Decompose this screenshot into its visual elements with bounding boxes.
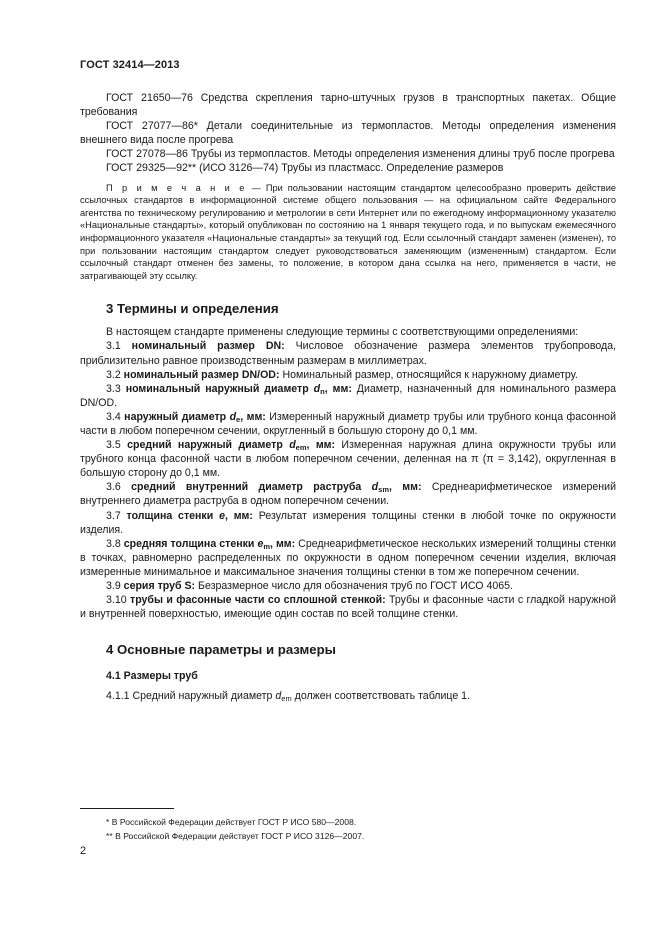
reference-item: ГОСТ 21650—76 Средства скрепления тарно-штучных грузов в транспортных пакетах. Общие требования [80,92,616,119]
reference-item: ГОСТ 27078—86 Трубы из термопластов. Методы определения изменения длины труб после прогрева [106,148,615,161]
note-paragraph [80,182,616,283]
term-definition: 3.6 средний внутренний диаметр раструба $d_{sm}$, мм: Среднеарифметическое измерений внутреннего диаметра раструба в одном поперечном сечении. [80,481,616,508]
term-name: серия труб S: [123,580,196,592]
section-4-heading: 4 Основные параметры и размеры [106,642,336,658]
term-definition: 3.5 средний наружный диаметр $d_{em}$, мм: Измеренная наружная длина окружности трубы или трубного конца фасонной части в любом поперечном сечении, деленная на π (π = 3,142), округленная в большую сторону до 0,1 мм. [80,439,616,480]
term-definition: 3.10 трубы и фасонные части со сплошной стенкой: Трубы и фасонные части с гладкой наружной и внутренней поверхностью, имеющие один состав по всей толщине стенки. [80,594,616,621]
term-text: Номинальный размер, относящийся к наружному диаметру. [279,368,578,381]
term-name: номинальный размер DN: [131,340,285,353]
term-text: Среднеарифметическое нескольких измерений толщины стенки в точках, равномерно распределенных по окружности в одном поперечном сечении изделия, включая измеренные минимальное и максимальное значения толщины стенки в том же поперечном сечении. [80,537,617,578]
term-name: средняя толщина стенки $e_m$, мм: [123,537,296,551]
term-text: Безразмерное число для обозначения труб по ГОСТ ИСО 4065. [195,580,513,592]
term-name: наружный диаметр $d_e$, мм: [124,410,266,424]
term-text: Измеренный наружный диаметр трубы или трубного конца фасонной части в любом поперечном сечении, округленный в большую сторону до 0,1 мм. [80,410,616,437]
section-3-intro: В настоящем стандарте применены следующие термины с соответствующими определениями: [106,326,579,339]
footnote: ** В Российской Федерации действует ГОСТ Р ИСО 3126—2007. [106,831,365,841]
term-text: Числовое обозначение размера элементов трубопровода, приблизительно равное производственным размерам в миллиметрах. [80,340,616,367]
term-definition: 3.8 средняя толщина стенки $e_m$, мм: Среднеарифметическое нескольких измерений толщины стенки в точках, равномерно распределенных по окружности в одном поперечном сечении изделия, включая измеренные минимальное и максимальное значения толщины стенки в том же поперечном сечении. [80,537,617,578]
term-definition: 3.2 номинальный размер DN/OD: Номинальный размер, относящийся к наружному диаметру. [106,368,578,381]
subsection-4-1-heading: 4.1 Размеры труб [106,670,198,683]
note-label: П р и м е ч а н и е [106,182,247,193]
document-header-code: ГОСТ 32414—2013 [80,59,180,71]
term-text: Среднеарифметическое измерений внутреннего диаметра раструба в одном поперечном сечении. [80,481,616,508]
term-definition: 3.1 номинальный размер DN: Числовое обозначение размера элементов трубопровода, приблизительно равное производственным размерам в миллиметрах. [80,340,616,367]
term-name: номинальный размер DN/OD: [123,368,280,381]
footnote: * В Российской Федерации действует ГОСТ Р ИСО 580—2008. [106,817,357,827]
reference-item: ГОСТ 29325—92** (ИСО 3126—74) Трубы из пластмасс. Определение размеров [106,162,504,175]
clause-4-1-1: 4.1.1 Средний наружный диаметр $d_{em}$ должен соответствовать таблице 1. [106,690,471,704]
term-definition: 3.7 толщина стенки e, мм: Результат измерения толщины стенки в любой точке по окружности изделия. [80,509,616,536]
term-name: номинальный наружный диаметр $d_n$, мм: [125,382,352,396]
term-text: Измеренная наружная длина окружности трубы или трубного конца фасонной части в любом поперечном сечении, деленная на π (π = 3,142), округленная в большую сторону до 0,1 мм. [80,439,616,480]
page-number: 2 [80,845,87,857]
term-definition: 3.3 номинальный наружный диаметр $d_n$, мм: Диаметр, назначенный для номинального размера DN/OD. [80,382,617,409]
footnotes [106,815,616,843]
term-name: средний наружный диаметр $d_{em}$, мм: [127,439,336,453]
document-body [80,91,616,703]
section-3-heading: 3 Термины и определения [106,301,279,317]
term-definition: 3.4 наружный диаметр $d_e$, мм: Измеренный наружный диаметр трубы или трубного конца фасонной части в любом поперечном сечении, округленный в большую сторону до 0,1 мм. [80,410,616,437]
term-text: Диаметр, назначенный для номинального размера DN/OD. [80,382,617,409]
term-name: толщина стенки e, мм: [126,509,253,522]
term-text: Результат измерения толщины стенки в любой точке по окружности изделия. [80,509,616,536]
term-definition: 3.9 серия труб S: Безразмерное число для обозначения труб по ГОСТ ИСО 4065. [106,580,513,592]
term-name: трубы и фасонные части со сплошной стенкой: [130,594,386,607]
footnote-divider [80,808,174,809]
term-text: Трубы и фасонные части с гладкой наружной и внутренней поверхностью, имеющие один состав по всей толщине стенки. [80,594,616,621]
note-text: — При пользовании настоящим стандартом целесообразно проверить действие ссылочных стандартов в информационной системе общего пользования — на официальном сайте Федерального агентства по техническому регулированию и метрологии в сети Интернет или по ежегодному информационному указателю «Национальные стандарты», который опубликован по состоянию на 1 января текущего года, и по выпускам ежемесячного информационного указателя «Национальные стандарты» за текущий год. Если ссылочный стандарт заменен (изменен), то при пользовании настоящим стандартом следует руководствоваться заменяющим (измененным) стандартом. Если ссылочный стандарт отменен без замены, то положение, в котором дана ссылка на него, применяется в части, не затрагивающей эту ссылку. [80,182,617,281]
reference-item: ГОСТ 27077—86* Детали соединительные из термопластов. Методы определения изменения внешнего вида после прогрева [80,120,616,147]
term-name: средний внутренний диаметр раструба $d_{sm}$, мм: [131,481,422,495]
